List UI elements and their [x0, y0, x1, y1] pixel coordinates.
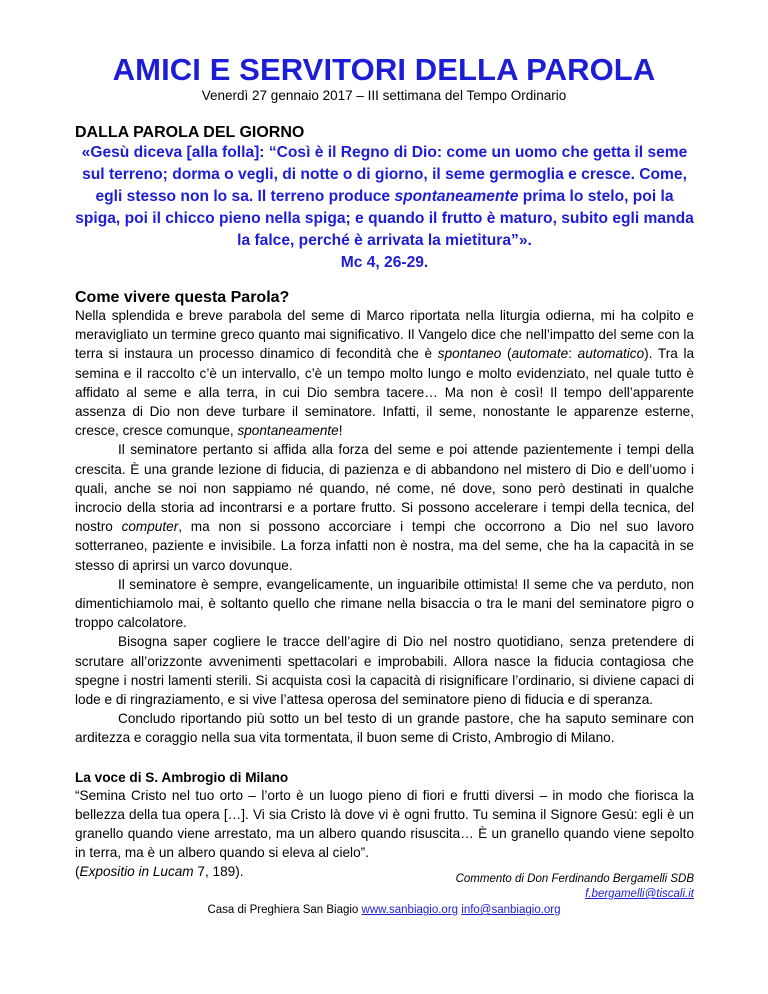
page-subtitle: Venerdì 27 gennaio 2017 – III settimana del Tempo Ordinario: [201, 88, 567, 103]
reflection-paragraph-2: Il seminatore pertanto si affida alla forza del seme e poi attende pazientemente i tempi della crescita. È una grande lezione di fiducia, di pazienza e di abbandono nel mistero di Dio e dell’uomo i quali, anche se noi non sappiamo né quando, né come, né dove, sono però destinati in qualche incrocio della storia ad incontrarsi e a portare frutto. Si possono accelerare i tempi della tecnica, del nostro computer, ma non si possono accorciare i tempi che occorrono a Dio nel suo lavoro sotterraneo, paziente e invisibile. La forza infatti non è nostra, ma del seme, che ha la capacità in se stesso di aprirsi un varco dovunque.: [75, 442, 694, 573]
gospel-text-2: prima lo stelo, poi la spiga, poi il chicco pieno nella spiga; e quando il frutto è maturo, subito egli manda la falce, perché è arrivata la mietitura”».: [75, 188, 694, 249]
quote-block: [75, 786, 694, 881]
reflection-body: [75, 306, 694, 748]
contact-email-link[interactable]: info@sanbiagio.org: [461, 904, 561, 916]
gospel-passage: [75, 142, 694, 274]
footer-house: Casa di Preghiera San Biagio: [207, 904, 359, 916]
author-credit: Commento di Don Ferdinando Bergamelli SDB: [455, 873, 694, 885]
quote-source: (Expositio in Lucam 7, 189).: [75, 864, 244, 879]
gospel-heading: DALLA PAROLA DEL GIORNO: [75, 124, 305, 141]
gospel-text-1: «Gesù diceva [alla folla]: “Così è il Regno di Dio: come un uomo che getta il seme sul terreno; dorma o vegli, di notte o di giorno, il seme germoglia e cresce. Come, egli stesso non lo sa. Il terreno produce: [81, 144, 688, 205]
reflection-paragraph-3: Il seminatore è sempre, evangelicamente, un inguaribile ottimista! Il seme che va perduto, non dimentichiamolo mai, è soltanto quello che rimane nella bisaccia o tra le mani del seminatore pigro o troppo calcolatore.: [75, 576, 694, 631]
footer: [0, 903, 768, 918]
reflection-paragraph-5: Concludo riportando più sotto un bel testo di un grande pastore, che ha saputo seminare con arditezza e coraggio nella sua vita tormentata, il buon seme di Cristo, Ambrogio di Milano.: [75, 711, 694, 746]
website-link[interactable]: www.sanbiagio.org: [361, 904, 459, 916]
reflection-heading: Come vivere questa Parola?: [75, 289, 290, 306]
gospel-reference: Mc 4, 26-29.: [340, 254, 429, 271]
quote-text: “Semina Cristo nel tuo orto – l’orto è un luogo pieno di fiori e frutti diversi – in modo che fiorisca la bellezza della tua opera […]. Vi sia Cristo là dove vi è ogni frutto. Tu semina il Signore Gesù: egli è un granello quando viene arrestato, ma un albero quando risuscita… È un granello quando viene sepolto in terra, ma è un albero quando si eleva al cielo”.: [75, 788, 694, 860]
reflection-paragraph-1: Nella splendida e breve parabola del seme di Marco riportata nella liturgia odierna, mi ha colpito e meravigliato un termine greco quanto mai significativo. Il Vangelo dice che nell’impatto del seme con la terra si instaura un processo dinamico di fecondità che è spontaneo (automate: automatico). Tra la semina e il raccolto c’è un intervallo, c’è un tempo molto lungo e molto evidenziato, nel quale tutto è affidato al seme e alla terra, in cui Dio sembra tacere… Ma non è così! Il tempo dell’apparente assenza di Dio non deve turbare il seminatore. Infatti, il seme, nonostante le apparenze esterne, cresce, cresce comunque, spontaneamente!: [75, 308, 695, 439]
gospel-text-italic: spontaneamente: [394, 188, 519, 205]
reflection-paragraph-4: Bisogna saper cogliere le tracce dell’agire di Dio nel nostro quotidiano, senza pretendere di scrutare all’orizzonte avvenimenti spettacolari e improbabili. Allora nasce la fiducia contagiosa che spegne i nostri lamenti sterili. Si acquista così la capacità di risignificare l’ordinario, si diviene capaci di lode e di ringraziamento, e si vive l’attesa operosa del seminatore pieno di fiducia e di speranza.: [75, 634, 694, 708]
quote-heading: La voce di S. Ambrogio di Milano: [75, 770, 289, 785]
page-title: AMICI E SERVITORI DELLA PAROLA: [112, 52, 656, 87]
author-email-link[interactable]: f.bergamelli@tiscali.it: [585, 888, 694, 900]
